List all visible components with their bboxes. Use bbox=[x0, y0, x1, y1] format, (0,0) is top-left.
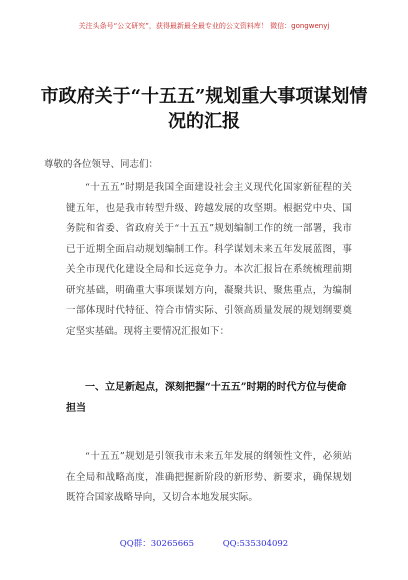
section-heading-1: 一、立足新起点，深刻把握“十五五”时期的时代方位与使命担当 bbox=[66, 382, 347, 414]
salutation: 尊敬的各位领导、同志们： bbox=[44, 159, 159, 170]
intro-paragraph: “十五五”时期是我国全面建设社会主义现代化国家新征程的关键五年，也是我市转型升级、跨越发展的攻坚期。根据党中央、国务院和省委、省政府关于“十五五”规划编制工作的统一部署，我市已于近期全面启动规划编制工作。科学谋划未来五年发展蓝图，事关全市现代化建设全局和长远竞争力。本次汇报旨在系统梳理前期研究基础，明确重大事项谋划方向，凝聚共识、聚焦重点，为编制一部体现时代特征、符合市情实际、引领高质量发展的规划纲要奠定坚实基础。现将主要情况汇报如下： bbox=[66, 182, 352, 337]
document-title: 市政府关于“十五五”规划重大事项谋划情况的汇报 bbox=[40, 86, 368, 132]
footer-contact bbox=[0, 539, 408, 549]
footer-qq-group: QQ群：30265665 bbox=[119, 539, 194, 549]
footer-qq: QQ:535304092 bbox=[222, 539, 289, 549]
section-1-paragraph: “十五五”规划是引领我市未来五年发展的纲领性文件，必须站在全局和战略高度，准确把握新阶段的新形势、新要求，确保规划既符合国家战略导向，又切合本地发展实际。 bbox=[66, 451, 352, 503]
header-banner: 关注头条号“公文研究”，获得最新最全最专业的公文资料库！ 微信：gongwenyj bbox=[78, 22, 330, 30]
